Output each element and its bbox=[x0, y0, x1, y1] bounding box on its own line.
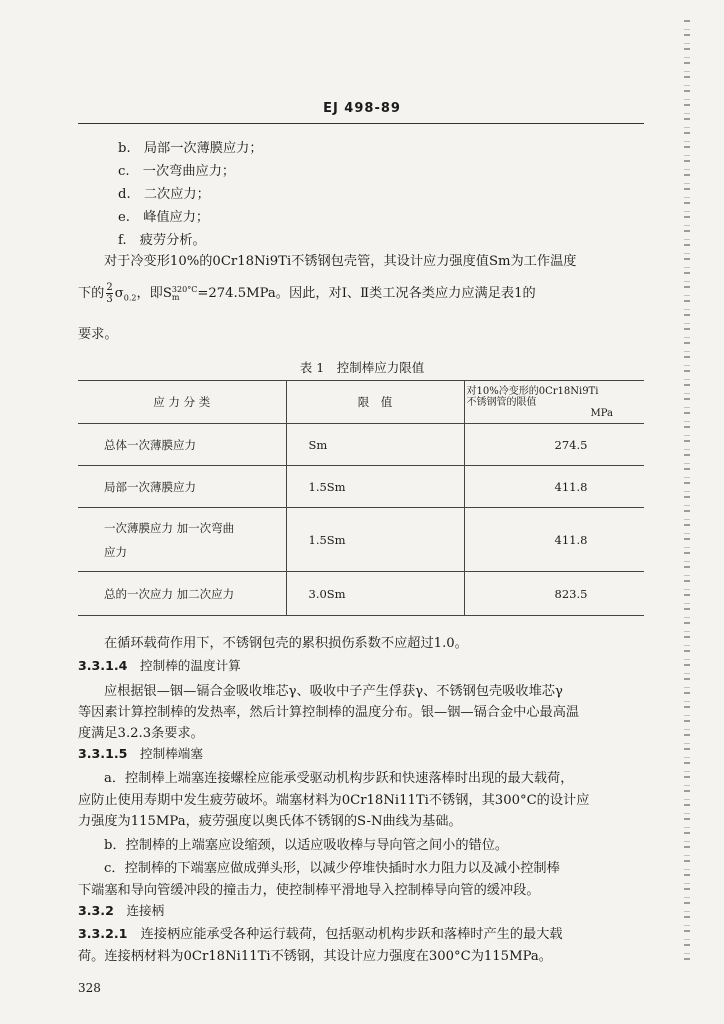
header-rule bbox=[78, 123, 644, 124]
paragraph-line: 应根据银—铟—镉合金吸收堆芯γ、吸收中子产生俘获γ、不锈钢包壳吸收堆芯γ bbox=[104, 684, 563, 699]
list-item: e. 峰值应力； bbox=[118, 210, 210, 225]
section-heading: 3.3.2 连接柄 bbox=[78, 903, 165, 918]
cell-category: 局部一次薄膜应力 bbox=[78, 466, 286, 508]
cell-value: 411.8 bbox=[464, 466, 644, 508]
cell-limit: Sm bbox=[286, 424, 464, 466]
stress-limit-table bbox=[78, 380, 644, 616]
paragraph-line: 等因素计算控制棒的发热率，然后计算控制棒的温度分布。银—铟—镉合金中心最高温 bbox=[78, 705, 580, 720]
cell-limit: 3.0Sm bbox=[286, 572, 464, 616]
cell-limit: 1.5Sm bbox=[286, 508, 464, 572]
cell-value: 274.5 bbox=[464, 424, 644, 466]
paragraph-line: 力强度为115MPa，疲劳强度以奥氏体不锈钢的S-N曲线为基础。 bbox=[78, 814, 462, 829]
cell-category: 总体一次薄膜应力 bbox=[78, 424, 286, 466]
paragraph-line: 在循环载荷作用下，不锈钢包壳的累积损伤系数不应超过1.0。 bbox=[104, 636, 468, 651]
paragraph-line: c．控制棒的下端塞应做成弹头形，以减少停堆快插时水力阻力以及减小控制棒 bbox=[104, 861, 560, 876]
table-row bbox=[78, 466, 644, 508]
paragraph-line: b．控制棒的上端塞应设缩颈，以适应吸收棒与导向管之间小的错位。 bbox=[104, 838, 509, 853]
standard-code-header: EJ 498-89 bbox=[323, 101, 401, 116]
scan-edge-marks bbox=[684, 20, 690, 960]
table-caption: 表 1 控制棒应力限值 bbox=[299, 360, 425, 375]
paragraph-line: 3.3.2.1 连接柄应能承受各种运行载荷，包括驱动机构步跃和落棒时产生的最大载 bbox=[78, 926, 563, 942]
paragraph-line: a．控制棒上端塞连接螺栓应能承受驱动机构步跃和快速落棒时出现的最大载荷， bbox=[104, 771, 574, 786]
cell-value: 823.5 bbox=[464, 572, 644, 616]
page-number: 328 bbox=[78, 981, 101, 995]
list-item: d. 二次应力； bbox=[118, 187, 210, 202]
table-row bbox=[78, 424, 644, 466]
section-heading: 3.3.1.5 控制棒端塞 bbox=[78, 746, 203, 761]
header-category: 应 力 分 类 bbox=[78, 381, 286, 424]
cell-limit: 1.5Sm bbox=[286, 466, 464, 508]
cell-category: 总的一次应力 加二次应力 bbox=[78, 572, 286, 616]
paragraph-line: 要求。 bbox=[78, 327, 118, 342]
header-value: 对10%冷变形的0Cr18Ni9Ti 不锈钢管的限值 MPa bbox=[464, 381, 644, 424]
cell-value: 411.8 bbox=[464, 508, 644, 572]
paragraph-line: 下端塞和导向管缓冲段的撞击力，使控制棒平滑地导入控制棒导向管的缓冲段。 bbox=[78, 883, 540, 898]
table-row bbox=[78, 508, 644, 572]
paragraph-line: 荷。连接柄材料为0Cr18Ni11Ti不锈钢，其设计应力强度在300°C为115MPa。 bbox=[78, 949, 552, 964]
paragraph-formula-line: 下的 $\frac{2}{3}$ $\sigma_{0.2}$，即S 320°C m =274.5MPa。因此，对Ⅰ、Ⅱ类工况各类应力应满足表1的 bbox=[78, 282, 536, 305]
list-item: c. 一次弯曲应力； bbox=[118, 164, 236, 179]
section-heading: 3.3.1.4 控制棒的温度计算 bbox=[78, 658, 241, 673]
header-limit: 限 值 bbox=[286, 381, 464, 424]
paragraph-line: 度满足3.2.3条要求。 bbox=[78, 726, 204, 741]
paragraph-line: 应防止使用寿期中发生疲劳破坏。端塞材料为0Cr18Ni11Ti不锈钢，其300°C的设计应 bbox=[78, 793, 590, 808]
list-item: b. 局部一次薄膜应力； bbox=[118, 141, 263, 156]
paragraph-line: 对于冷变形10%的0Cr18Ni9Ti不锈钢包壳管，其设计应力强度值Sm为工作温度 bbox=[104, 254, 577, 269]
table-row bbox=[78, 572, 644, 616]
cell-category: 一次薄膜应力 加一次弯曲 应力 bbox=[78, 508, 286, 572]
table-header-row bbox=[78, 381, 644, 424]
list-item: f. 疲劳分析。 bbox=[118, 233, 206, 248]
